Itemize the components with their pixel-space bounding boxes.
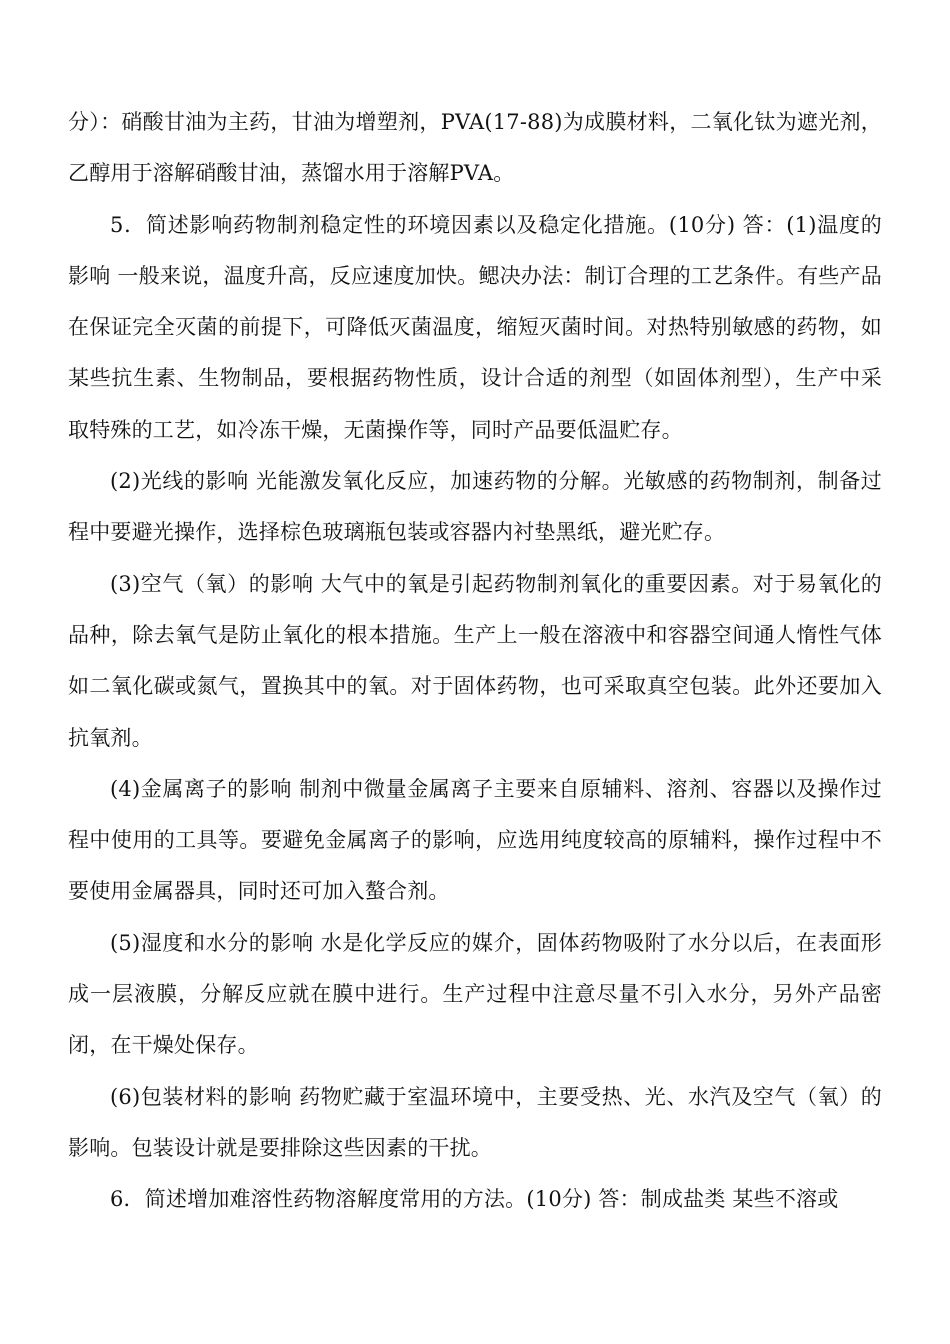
paragraph-humidity-effect: (5)湿度和水分的影响 水是化学反应的媒介，固体药物吸附了水分以后，在表面形成一层液膜，分解反应就在膜中进行。生产过程中注意尽量不引入水分，另外产品密闭，在干燥处保存。 [68, 930, 882, 1058]
paragraph-oxygen-effect: (3)空气（氧）的影响 大气中的氧是引起药物制剂氧化的重要因素。对于易氧化的品种，除去氧气是防止氧化的根本措施。生产上一般在溶液中和容器空间通人惰性气体如二氧化碳或氮气，置换其中的氧。对于固体药物，也可采取真空包装。此外还要加入抗氧剂。 [68, 571, 882, 750]
paragraph-packaging-effect: (6)包装材料的影响 药物贮藏于室温环境中，主要受热、光、水汽及空气（氧）的影响。包装设计就是要排除这些因素的干扰。 [68, 1084, 882, 1160]
paragraph-question-5: 5．简述影响药物制剂稳定性的环境因素以及稳定化措施。(10分) 答：(1)温度的影响 一般来说，温度升高，反应速度加快。鳃决办法：制订合理的工艺条件。有些产品在保证完全灭菌的前提下，可降低灭菌温度，缩短灭菌时间。对热特别敏感的药物，如某些抗生素、生物制品，要根据药物性质，设计合适的剂型（如固体剂型），生产中采取特殊的工艺，如冷冻干燥，无菌操作等，同时产品要低温贮存。 [68, 212, 882, 442]
paragraph-light-effect: (2)光线的影响 光能激发氧化反应，加速药物的分解。光敏感的药物制剂，制备过程中要避光操作，选择棕色玻璃瓶包装或容器内衬垫黑纸，避光贮存。 [68, 469, 882, 545]
document-body [68, 97, 882, 1226]
paragraph-question-6: 6．简述增加难溶性药物溶解度常用的方法。(10分) 答：制成盐类 某些不溶或 [110, 1187, 839, 1212]
paragraph-metal-ion-effect: (4)金属离子的影响 制剂中微量金属离子主要来自原辅料、溶剂、容器以及操作过程中使用的工具等。要避免金属离子的影响，应选用纯度较高的原辅料，操作过程中不要使用金属器具，同时还可加入螯合剂。 [68, 776, 882, 904]
paragraph-continuation: 分）：硝酸甘油为主药，甘油为增塑剂，PVA(17-88)为成膜材料，二氧化钛为遮光剂，乙醇用于溶解硝酸甘油，蒸馏水用于溶解PVA。 [68, 110, 882, 186]
